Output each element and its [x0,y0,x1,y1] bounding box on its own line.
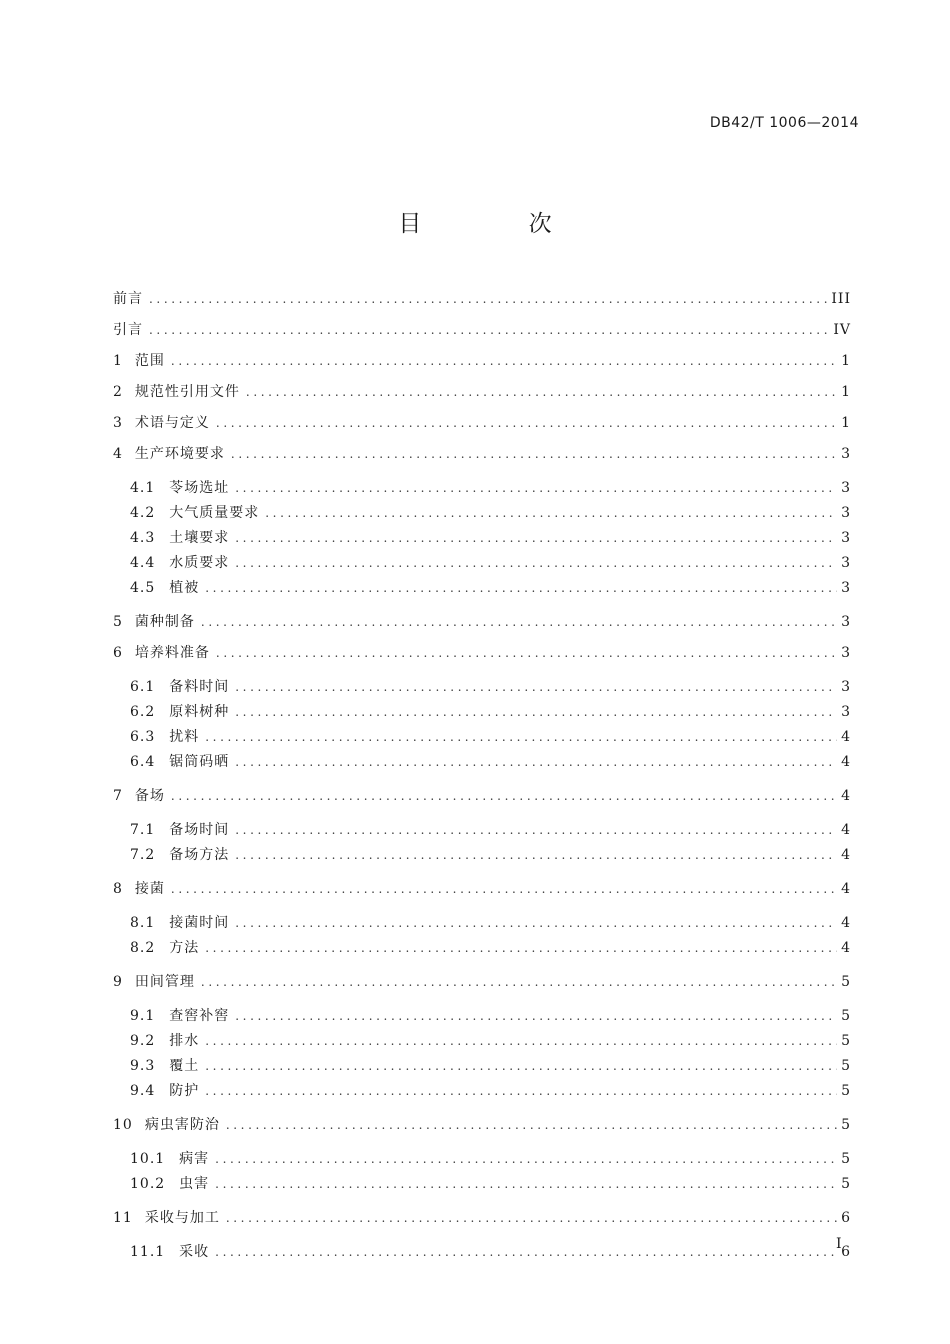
toc-entry[interactable] [113,1029,851,1054]
toc-entry-number: 1 [113,353,123,369]
page-number: I [836,1236,842,1252]
toc-entry[interactable] [113,638,851,669]
toc-entry-number: 11.1 [130,1244,166,1260]
toc-entry-page: 3 [841,505,851,521]
toc-entry-page: 3 [841,480,851,496]
dot-leader [226,1110,837,1141]
toc-entry[interactable] [113,501,851,526]
dot-leader [171,781,837,812]
dot-leader [235,911,837,936]
dot-leader [235,843,837,868]
toc-entry-label: 规范性引用文件 [134,384,240,400]
toc-entry[interactable] [113,911,851,936]
toc-entry-page: 4 [841,881,851,897]
toc-entry-page: 3 [841,580,851,596]
toc-entry-page: 5 [841,1176,851,1192]
toc-entry-label: 防护 [169,1083,200,1099]
dot-leader [171,874,837,905]
toc-entry-number: 9.2 [130,1033,156,1049]
toc-entry[interactable] [113,408,851,439]
toc-entry-label: 植被 [169,580,200,596]
toc-entry-page: 3 [841,645,851,661]
toc-entry-number: 4.1 [130,480,156,496]
toc-entry-number: 9.1 [130,1008,156,1024]
toc-entry[interactable] [113,1240,851,1265]
toc-entry-label: 接菌 [134,881,165,897]
toc-entry-page: 4 [841,788,851,804]
toc-entry-label: 锯筒码晒 [169,754,230,770]
toc-entry-number: 6.3 [130,729,156,745]
dot-leader [205,936,837,961]
dot-leader [205,576,837,601]
toc-entry-number: 4.2 [130,505,156,521]
toc-entry[interactable] [113,551,851,576]
toc-entry[interactable] [113,377,851,408]
toc-entry-page: 4 [841,940,851,956]
toc-entry-page: 5 [841,1083,851,1099]
dot-leader [235,818,837,843]
toc-entry-page: 3 [841,679,851,695]
toc-entry-number: 6.4 [130,754,156,770]
page-title: 目 次 [398,211,602,237]
toc-entry-page: 3 [841,446,851,462]
toc-entry-label: 原料树种 [169,704,230,720]
dot-leader [226,1203,837,1234]
toc-entry[interactable] [113,1172,851,1197]
dot-leader [246,377,837,408]
dot-leader [215,1172,837,1197]
toc-entry-page: 6 [841,1210,851,1226]
toc-entry-number: 4.5 [130,580,156,596]
toc-entry-label: 接菌时间 [169,915,230,931]
toc-entry-label: 覆土 [169,1058,200,1074]
dot-leader [235,526,837,551]
toc-entry-page: 4 [841,822,851,838]
toc-entry[interactable] [113,1004,851,1029]
toc-entry[interactable] [113,1147,851,1172]
toc-entry-label: 田间管理 [134,974,195,990]
dot-leader [205,1029,837,1054]
standard-code: DB42/T 1006—2014 [709,115,859,131]
toc-entry[interactable] [113,439,851,470]
toc-entry-label: 大气质量要求 [169,505,260,521]
toc-entry-label: 苓场选址 [169,480,230,496]
toc-entry-label: 采收与加工 [144,1210,220,1226]
toc-entry-label: 扰料 [169,729,200,745]
toc-entry-number: 8 [113,881,123,897]
dot-leader [231,439,837,470]
toc-entry-label: 病虫害防治 [144,1117,220,1133]
toc-entry-number: 7.1 [130,822,156,838]
toc-entry-number: 7 [113,788,123,804]
dot-leader [235,700,837,725]
toc-entry-label: 方法 [169,940,200,956]
toc-entry-number: 11 [113,1210,133,1226]
toc-entry[interactable] [113,1110,851,1141]
toc-entry-label: 虫害 [179,1176,210,1192]
toc-entry-page: 4 [841,729,851,745]
toc-entry-label: 引言 [113,322,143,338]
toc-entry-page: 5 [841,1033,851,1049]
dot-leader [235,675,837,700]
toc-entry[interactable] [113,607,851,638]
dot-leader [265,501,837,526]
dot-leader [201,607,837,638]
toc-entry-number: 2 [113,384,123,400]
toc-entry-page: 3 [841,704,851,720]
toc-entry-label: 备料时间 [169,679,230,695]
toc-entry[interactable] [113,1203,851,1234]
toc-entry-page: III [831,291,851,307]
toc-entry-page: 3 [841,530,851,546]
toc-entry-page: 5 [841,1151,851,1167]
toc-entry-page: 1 [841,384,851,400]
dot-leader [216,408,837,439]
toc-entry-page: 5 [841,1058,851,1074]
toc-entry-label: 备场 [134,788,165,804]
dot-leader [235,1004,837,1029]
toc-entry[interactable] [113,476,851,501]
dot-leader [149,315,829,346]
toc-entry-label: 排水 [169,1033,200,1049]
dot-leader [215,1240,837,1265]
toc-entry-label: 范围 [134,353,165,369]
toc-entry-label: 菌种制备 [134,614,195,630]
toc-entry[interactable] [113,874,851,905]
toc-entry-page: 1 [841,353,851,369]
dot-leader [149,284,827,315]
toc-entry-label: 备场时间 [169,822,230,838]
toc-entry-number: 7.2 [130,847,156,863]
toc-entry-label: 术语与定义 [134,415,210,431]
toc-entry[interactable] [113,818,851,843]
toc-entry-page: IV [833,322,851,338]
toc-entry-label: 病害 [179,1151,210,1167]
dot-leader [205,725,837,750]
toc-entry[interactable] [113,967,851,998]
toc-entry-number: 8.1 [130,915,156,931]
toc-entry-number: 10.1 [130,1151,166,1167]
toc-entry[interactable] [113,315,851,346]
toc-entry-page: 5 [841,1117,851,1133]
toc-entry[interactable] [113,526,851,551]
toc-entry[interactable] [113,284,851,315]
table-of-contents [113,284,851,1265]
toc-entry-label: 培养料准备 [134,645,210,661]
toc-entry-page: 1 [841,415,851,431]
toc-entry[interactable] [113,346,851,377]
toc-entry-number: 9.4 [130,1083,156,1099]
dot-leader [215,1147,837,1172]
toc-entry-number: 6.2 [130,704,156,720]
toc-entry-page: 4 [841,754,851,770]
toc-entry-number: 9 [113,974,123,990]
toc-entry[interactable] [113,781,851,812]
toc-entry[interactable] [113,750,851,775]
toc-entry[interactable] [113,936,851,961]
dot-leader [205,1054,837,1079]
dot-leader [235,750,837,775]
toc-entry[interactable] [113,675,851,700]
dot-leader [235,476,837,501]
dot-leader [205,1079,837,1104]
toc-entry-number: 6 [113,645,123,661]
toc-entry-number: 8.2 [130,940,156,956]
toc-entry-label: 查窖补窖 [169,1008,230,1024]
toc-entry-label: 采收 [179,1244,210,1260]
toc-entry-label: 土壤要求 [169,530,230,546]
dot-leader [216,638,837,669]
toc-entry-number: 10.2 [130,1176,166,1192]
toc-entry-page: 3 [841,555,851,571]
toc-entry-page: 4 [841,847,851,863]
toc-entry[interactable] [113,725,851,750]
toc-entry-label: 水质要求 [169,555,230,571]
toc-entry-page: 5 [841,1008,851,1024]
toc-entry[interactable] [113,700,851,725]
toc-entry-page: 3 [841,614,851,630]
toc-entry[interactable] [113,1079,851,1104]
toc-entry-label: 前言 [113,291,143,307]
toc-entry-number: 10 [113,1117,133,1133]
toc-entry-number: 5 [113,614,123,630]
toc-entry-page: 4 [841,915,851,931]
toc-entry-number: 9.3 [130,1058,156,1074]
toc-entry-page: 6 [841,1244,851,1260]
dot-leader [235,551,837,576]
dot-leader [201,967,837,998]
toc-entry[interactable] [113,843,851,868]
toc-entry-number: 4.4 [130,555,156,571]
toc-entry-number: 4.3 [130,530,156,546]
toc-entry[interactable] [113,576,851,601]
toc-entry-page: 5 [841,974,851,990]
toc-entry-label: 备场方法 [169,847,230,863]
toc-entry-number: 4 [113,446,123,462]
dot-leader [171,346,837,377]
toc-entry-number: 6.1 [130,679,156,695]
toc-entry-number: 3 [113,415,123,431]
toc-entry-label: 生产环境要求 [134,446,225,462]
toc-entry[interactable] [113,1054,851,1079]
